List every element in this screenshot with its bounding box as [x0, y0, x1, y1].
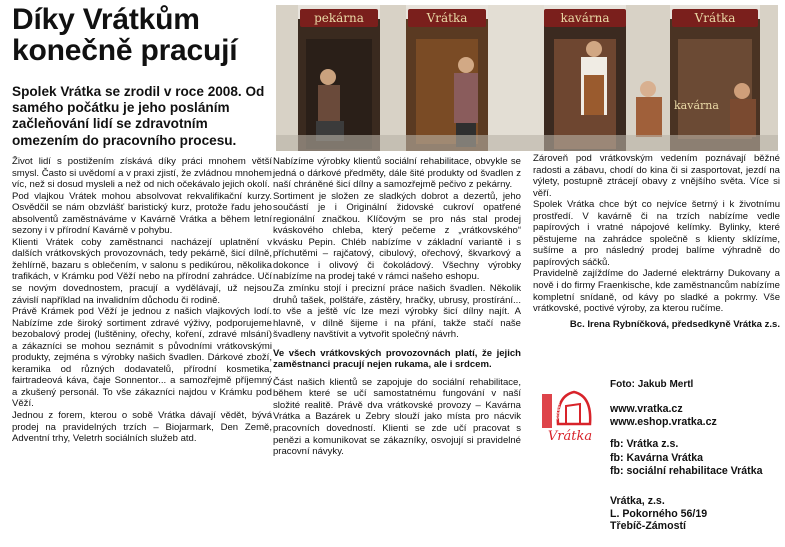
link-eshop[interactable]: www.eshop.vratka.cz: [610, 415, 717, 428]
link-web[interactable]: www.vratka.cz: [610, 403, 683, 415]
logo-text: Vrátka: [547, 429, 593, 444]
storefront-illustration: [276, 5, 778, 151]
article-headline: [12, 4, 274, 66]
fb-link-vratka[interactable]: fb: Vrátka z.s.: [610, 438, 679, 450]
storefront-photo: [276, 5, 778, 151]
paragraph: Za zmínku stojí i precizní práce našich švadlen. Několik druhů tašek, polštáře, zástěry, hračky, ubrusy, prostírání... to vše a ještě víc lze mezi výrobky šicí dílny najít. A hlavně, v dílně šijeme i na přání, takže stačí naše švadleny navštívit a vytvořit společný návrh.: [273, 283, 521, 341]
paragraph: Právě Krámek pod Věží je jednou z našich vlajkových lodí. Nabízíme zde široký sortiment zdravé výživy, podporujeme bezobalový prodej (luštěniny, ořechy, koření, zdravé mlsání) a zákazníci se mohou seznámit s původními vrátkovskými produkty, zejména s výrobky našich švadlen. Dárkové zboží, keramika od různých dodavatelů, přírodní kosmetika, fairtradeová káva, čaje Sonnentor... a samozřejmě příjemný a zkušený personál. To vše zákazníci najdou v Krámku pod Věží.: [12, 306, 272, 410]
address-line-3: Třebíč-Zámostí: [610, 520, 686, 533]
paragraph: Zároveň pod vrátkovským vedením poznávají běžné radosti a zábavu, chodí do kina či si zasportovat, jezdí na výlety, postupně ztrácejí obavy z vnějšího světa. Více si věří.: [533, 153, 780, 199]
article-lead: Spolek Vrátka se zrodil v roce 2008. Od samého počátku je jeho posláním začleňování lidí se zdravotním omezením do pracovního procesu.: [12, 84, 265, 148]
vratka-logo: [536, 384, 606, 446]
logo-side-text: spolek: [556, 402, 562, 420]
headline-line-2: konečně pracují: [12, 34, 238, 67]
column-3: [533, 153, 780, 330]
fb-link-rehabilitace[interactable]: fb: sociální rehabilitace Vrátka: [610, 465, 763, 477]
address-line-1: Vrátka, z.s.: [610, 495, 665, 507]
paragraph: Život lidí s postižením získává díky práci mnohem větší smysl. Často si uvědomí a v praxi zjistí, že zvládnou mnohem víc, než si dosud mysleli a než od nich očekávalo jejich okolí.: [12, 156, 272, 191]
address: [610, 495, 707, 533]
paragraph: Část našich klientů se zapojuje do sociální rehabilitace, během které se učí samostatnému fungování v naší složité realitě. Právě dva vrátkovské provozy – Kavárna Vrátka a Bazárek u Zebry slouží jako místa pro nácvik pracovních dovedností. Klienti se zde učí pracovat s penězi a komunikovat se zákazníky, osvojují si pravidelné pracovní návyky.: [273, 376, 521, 458]
column-1: [12, 156, 272, 445]
window-kavarna-text: kavárna: [674, 99, 719, 112]
paragraph: Klienti Vrátek coby zaměstnanci nacházejí uplatnění v dalších vrátkovských provozovnách, tedy pekárně, šicí dílně, žehlírně, bazaru s oblečením, v salonu s pedikúrou, několika trafikách, v Krámku pod Věží nebo na přírodní zahrádce. Učí se novým dovednostem, pracují a vydělávají, už nejsou závislí například na invalidním důchodu či rodině.: [12, 236, 272, 306]
web-links: [610, 403, 717, 428]
paragraph: Nabízíme výrobky klientů sociální rehabilitace, obvykle se jedná o dárkové předměty, dále šité produkty od švadlen z naší chráněné šicí dílny a samozřejmě pečivo z pekárny.: [273, 156, 521, 191]
logo-mark: [536, 384, 606, 446]
author-signature: Bc. Irena Rybníčková, předsedkyně Vrátka z.s.: [569, 318, 780, 330]
paragraph: Spolek Vrátka chce být co nejvíce šetrný i k životnímu prostředí. V kavárně či na trzích nabízíme vedle papírových i vratné nápojové kelímky. Bylinky, které pěstujeme na zahrádce společně s klienty sklízíme, sušíme a pro následný prodej balíme výhradně do papírových sáčků.: [533, 199, 780, 268]
headline-line-1: Díky Vrátkům: [12, 3, 200, 36]
paragraph: Pravidelně zajíždíme do Jaderné elektrárny Dukovany a nově i do firmy Fraenkische, kde zaměstnancům nabízíme kompletní snídaně, od kávy po sladké a pokrmy. Vše vrátkovské, poctivé výroby, za kterou ručíme.: [533, 268, 780, 315]
sign-vratka-1: Vrátka: [426, 11, 468, 25]
column-2: [273, 156, 521, 458]
paragraph: Sortiment je složen ze sladkých dobrot a dezertů, jeho součástí je i Originální židovské cukroví opatřené regionální značkou. Klíčovým se pro nás stal prodej kváskového chleba, který pečeme z „vrátkovského“ kvásku Pepin. Chléb nabízíme v základní variantě i s příchutěmi – rajčatový, cibulový, ořechový, škvarkový a dokonce i olivový či čokoládový. Všechny výrobky nabízíme na prodej také v rámci našeho eshopu.: [273, 190, 521, 283]
photo-credit: Foto: Jakub Mertl: [610, 379, 694, 390]
address-line-2: L. Pokorného 56/19: [610, 507, 708, 520]
paragraph: Jednou z forem, kterou o sobě Vrátka dávají vědět, bývá prodej na pravidelných trzích – Biojarmark, Den Země, Adventní trhy, Veletrh sociálních služeb atd.: [12, 410, 272, 445]
sign-vratka-2: Vrátka: [694, 11, 736, 25]
sign-pekarna: pekárna: [314, 11, 364, 25]
fb-link-kavarna[interactable]: fb: Kavárna Vrátka: [610, 451, 704, 464]
pull-quote: Ve všech vrátkovských provozovnách platí, že jejich zaměstnanci pracují nejen rukama, ale i srdcem.: [273, 347, 521, 371]
sign-kavarna: kavárna: [560, 11, 610, 25]
facebook-links: [610, 438, 763, 479]
paragraph: Pod vlajkou Vrátek mohou absolvovat rekvalifikační kurzy. Osvědčil se nám obzvlášť baristický kurz, protože řadu jeho absolventů zaměstnáváme v Kavárně Vrátka a během letní sezony i v přírodní Kavárně v pohybu.: [12, 190, 272, 237]
